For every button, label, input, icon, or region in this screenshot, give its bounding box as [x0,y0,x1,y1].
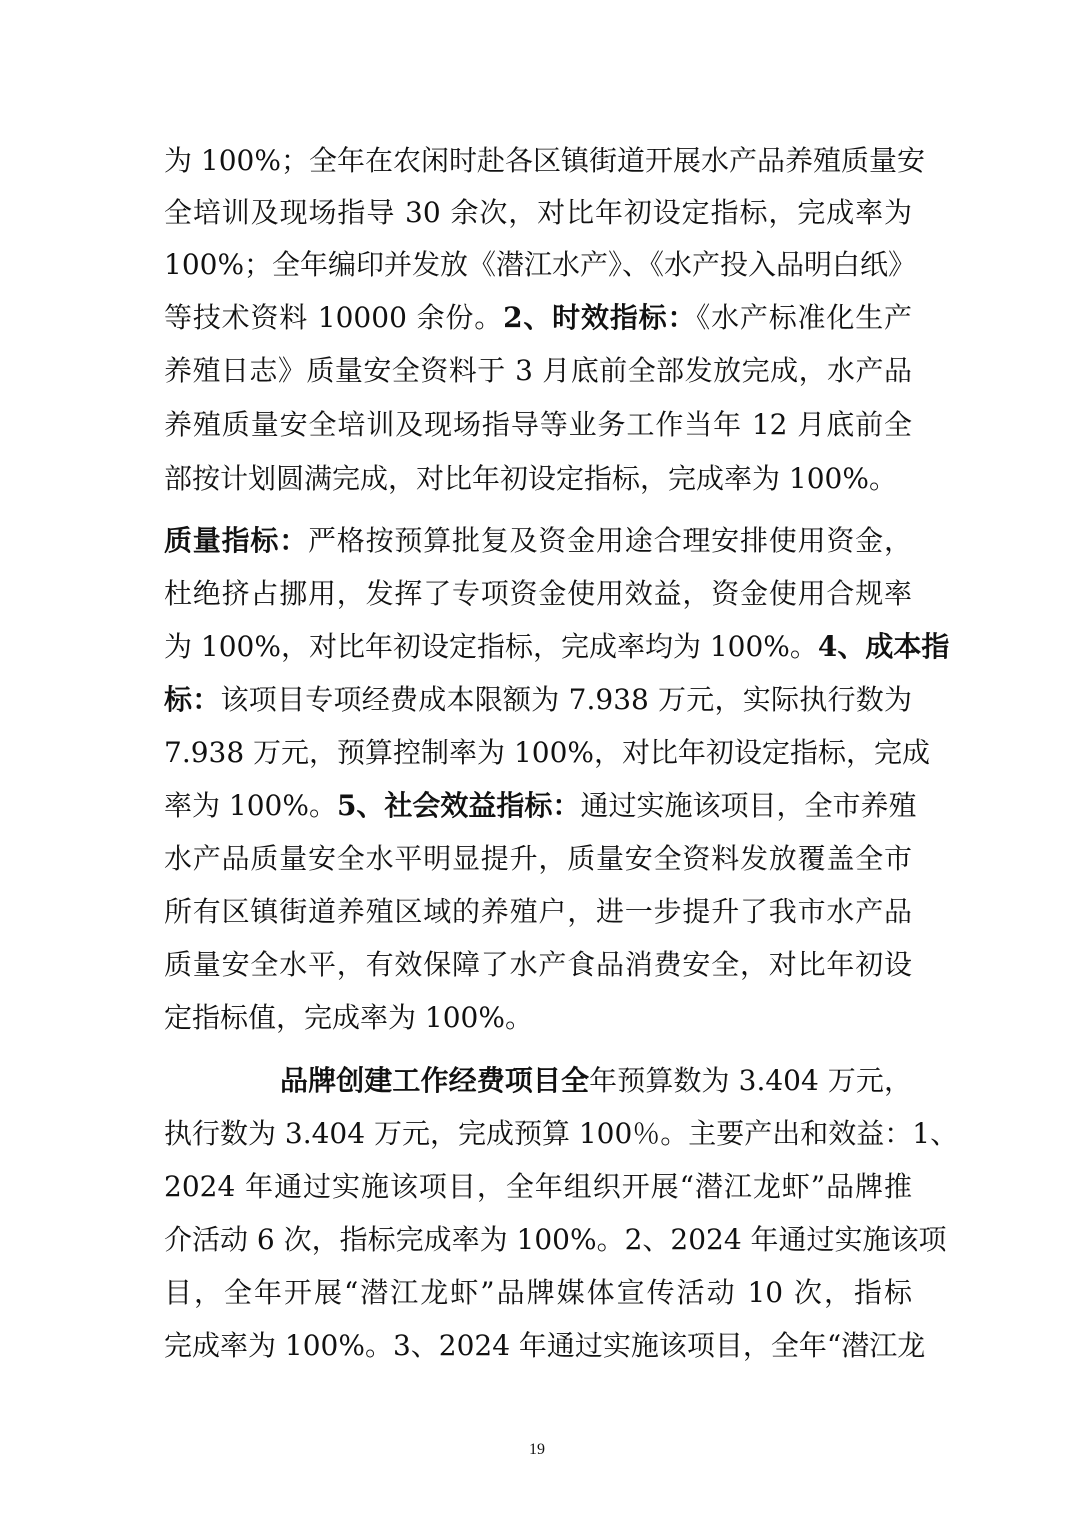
text-line [164,245,917,285]
text-line [164,1273,912,1313]
bold-segment: 2、时效指标： [503,301,697,334]
text-line [280,1061,912,1101]
text-segment: 水产品质量安全水平明显提升，质量安全资料发放覆盖全市 [164,842,912,875]
text-segment: 质量安全水平，有效保障了水产食品消费安全，对比年初设 [164,948,912,981]
text-line [164,892,912,932]
text-line [164,1114,959,1154]
text-segment: 目，全年开展“潜江龙虾”品牌媒体宣传活动 10 次，指标 [164,1276,912,1309]
text-line [164,998,912,1038]
text-line [164,141,925,181]
text-segment: 养殖质量安全培训及现场指导等业务工作当年 12 月底前全 [164,408,912,441]
text-segment: 所有区镇街道养殖区域的养殖户，进一步提升了我市水产品 [164,895,912,928]
text-line [164,521,912,561]
text-segment: 严格按预算批复及资金用途合理安排使用资金， [308,524,912,557]
text-line [164,405,912,445]
bold-segment: 质量指标： [164,524,308,557]
text-line [164,839,912,879]
bold-segment: 标： [164,683,221,716]
text-line [164,193,912,233]
text-line [164,298,912,338]
bold-segment: 品牌创建工作经费项目全 [280,1064,590,1097]
text-line [164,1220,947,1260]
text-line [164,680,912,720]
text-line [164,351,912,391]
text-line [164,786,917,826]
text-segment: 年预算数为 3.404 万元， [589,1064,912,1097]
text-segment: 定指标值，完成率为 100%。 [164,1001,533,1034]
text-segment: 通过实施该项目，全市养殖 [580,789,917,822]
text-segment: 为 100%，对比年初设定指标，完成率均为 100%。 [164,630,818,663]
page-number: 19 [529,1441,545,1458]
text-segment: 执行数为 3.404 万元，完成预算 100％。主要产出和效益：1、 [164,1117,959,1150]
text-segment: 部按计划圆满完成，对比年初设定指标，完成率为 100%。 [164,462,897,495]
text-line [164,733,931,773]
text-line [164,1326,926,1366]
text-segment: 该项目专项经费成本限额为 7.938 万元，实际执行数为 [220,683,912,716]
text-line [164,1167,912,1207]
bold-segment: 4、成本指 [817,630,950,663]
text-segment: 完成率为 100%。3、2024 年通过实施该项目，全年“潜江龙 [164,1329,926,1362]
text-line [164,627,950,667]
text-segment: 率为 100%。 [164,789,337,822]
text-segment: 7.938 万元，预算控制率为 100%，对比年初设定指标，完成 [164,736,931,769]
text-segment: 《水产标准化生产 [696,301,913,334]
text-segment: 2024 年通过实施该项目，全年组织开展“潜江龙虾”品牌推 [164,1170,912,1203]
text-segment: 100%；全年编印并发放《潜江水产》、《水产投入品明白纸》 [164,248,917,281]
text-line [164,574,912,614]
text-segment: 养殖日志》质量安全资料于 3 月底前全部发放完成，水产品 [164,354,912,387]
text-segment: 等技术资料 10000 余份。 [164,301,504,334]
bold-segment: 5、社会效益指标： [336,789,581,822]
text-segment: 介活动 6 次，指标完成率为 100%。2、2024 年通过实施该项 [164,1223,947,1256]
text-segment: 全培训及现场指导 30 余次，对比年初设定指标，完成率为 [164,196,912,229]
text-line [164,945,912,985]
text-line [164,459,912,499]
text-segment: 杜绝挤占挪用，发挥了专项资金使用效益，资金使用合规率 [164,577,912,610]
text-segment: 为 100%；全年在农闲时赴各区镇街道开展水产品养殖质量安 [164,144,925,177]
